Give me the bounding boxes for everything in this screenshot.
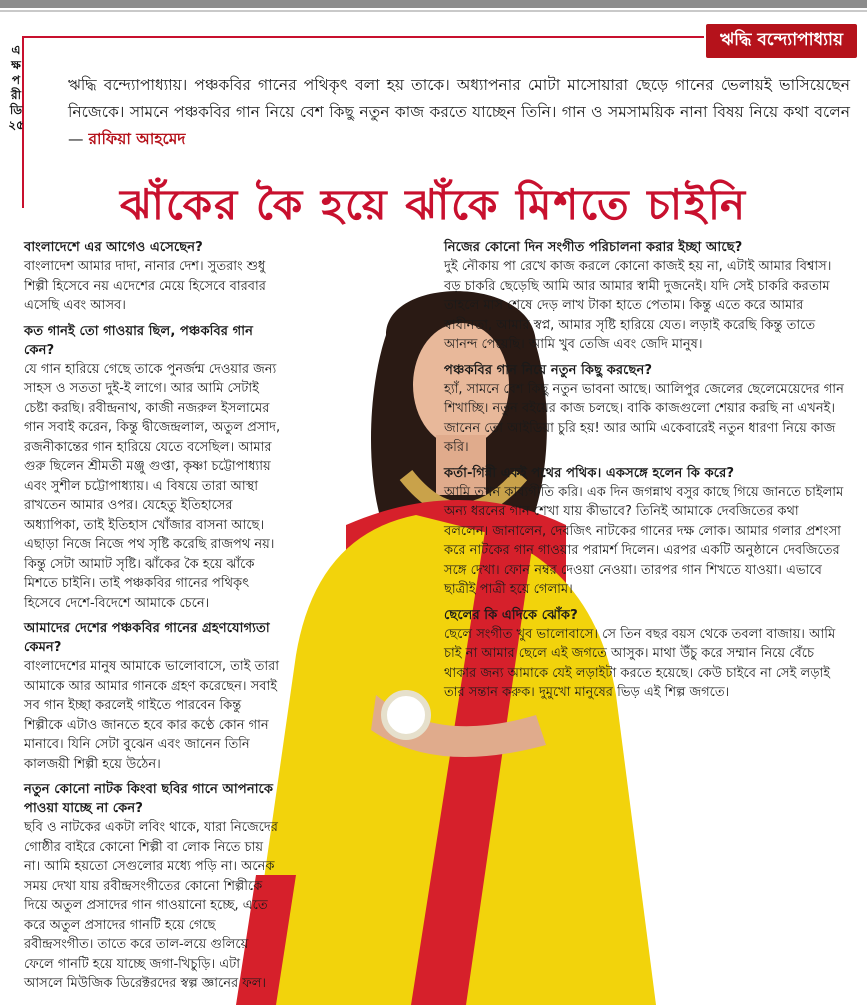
answer-text: আমি তখন কাব্যগীতি করি। এক দিন জগন্নাথ বসুর কাছে গিয়ে জানতে চাইলাম অন্য ধরনের গান শেখা যায় কীভাবে? তিনিই আমাকে দেবজিতের কথা বললেন। জানালেন, দেবজিৎ নাটকের গানের দক্ষ লোক। আমার গলার প্রশংসা করে নাটকের গান গাওয়ার পরামর্শ দিলেন। এরপর একটি অনুষ্ঠানে দেবজিতের সঙ্গে দেখা। ফোন নম্বর দেওয়া নেওয়া। তারপর গান শিখতে যাওয়া। এভাবে ছাত্রীই পাত্রী হয়ে গেলাম।	[444, 484, 844, 597]
byline-text: ঋদ্ধি বন্দ্যোপাধ্যায়	[720, 30, 843, 50]
intro-text: ঋদ্ধি বন্দ্যোপাধ্যায়। পঞ্চকবির গানের পথিকৃৎ বলা হয় তাকে। অধ্যাপনার মোটা মাসোয়ারা ছেড়ে গানের ভেলায়ই ভাসিয়েছেন নিজেকে। সামনে পঞ্চকবির গান নিয়ে বেশ কিছু নতুন কাজ করতে যাচ্ছেন তিনি। গান ও সমসাময়িক নানা বিষয় নিয়ে কথা বলেন—	[68, 76, 850, 148]
question-heading: কত গানই তো গাওয়ার ছিল, পঞ্চকবির গান কেন?	[24, 323, 253, 358]
left-column	[24, 238, 282, 1000]
question-heading: কর্তা-গিন্নী একই পথের পথিক। একসঙ্গে হলেন কি করে?	[444, 465, 735, 481]
question-heading: ছেলের কি এদিকে ঝোঁক?	[444, 607, 578, 623]
side-char: ডি	[9, 103, 23, 117]
answer-text: দুই নৌকায় পা রেখে কাজ করলে কোনো কাজই হয় না, এটাই আমার বিশ্বাস। বড় চাকরি ছেড়েছি আমি আর আমার স্বামী দুজনেই। যদি সেই চাকরি করতাম তাহলে মাস শেষে দেড় লাখ টাকা হাতে পেতাম। কিন্তু এতে করে আমার স্বাধীনতা, আমার স্বপ্ন, আমার সৃষ্টি হারিয়ে যেত। লড়াই করেছি কিন্তু তাতে আনন্দ পেয়েছি। আমি খুব তেজি এবং জেদি মানুষ।	[444, 259, 832, 352]
side-char: এ	[11, 43, 21, 57]
section-label	[5, 44, 27, 132]
question-heading: নতুন কোনো নাটক কিংবা ছবির গানে আপনাকে পাওয়া যাচ্ছে না কেন?	[24, 782, 274, 816]
answer-text: যে গান হারিয়ে গেছে তাকে পুনর্জন্ম দেওয়ার জন্য সাহস ও সততা দুই-ই লাগে। আর আমি সেটাই চেষ্টা করছি। রবীন্দ্রনাথ, কাজী নজরুল ইসলামের গান সবাই করেন, কিন্তু দ্বীজেন্দ্রলাল, অতুল প্রসাদ, রজনীকান্তের গান হারিয়ে যেতে বসেছিল। আমার গুরু ছিলেন শ্রীমতী মঞ্জু গুপ্তা, কৃষ্ণা চট্টোপাধ্যায় এবং সুশীল চট্টোপাধ্যায়। এ বিষয়ে তারা আস্থা রাখতেন আমার ওপর। যেহেতু ইতিহাসের অধ্যাপিকা, তাই ইতিহাস খোঁজার বাসনা আছে। এছাড়া নিজে নিজে পথ সৃষ্টি করেছি রাজপথ নয়। কিন্তু সেটা আমাট সৃষ্টি। ঝাঁকের কৈ হয়ে ঝাঁকে মিশতে চাইনি। তাই পঞ্চকবির গানের পথিকৃৎ হিসেবে দেশে-বিদেশে আমাকে চেনে।	[24, 361, 281, 611]
answer-text: ছেলে সংগীত খুব ভালোবাসে। সে তিন বছর বয়স থেকে তবলা বাজায়। আমি চাই না আমার ছেলে এই জগতে আসুক। মাথা উঁচু করে সম্মান নিয়ে বেঁচে থাকার জন্য আমাকে যেই লড়াইটা করতে হয়েছে। কেউ চাইবে না সেই লড়াই তার সন্তান করুক। দুমুখো মানুষের ভিড় এই শিল্প জগতে।	[444, 626, 836, 700]
question-heading: পঞ্চকবির গান নিয়ে নতুন কিছু করছেন?	[444, 362, 652, 378]
top-thin-rule	[0, 10, 867, 12]
answer-text: হ্যাঁ, সামনে বেশ কিছু নতুন ভাবনা আছে। আলিপুর জেলের ছেলেমেয়েদের গান শিখাচ্ছি। নতুন বইয়ের কাজ চলছে। বাকি কাজগুলো শেয়ার করছি না এখনই। জানেন তো আইডিয়া চুরি হয়! আর আমি একেবারেই নতুন ধারণা নিয়ে কাজ করি।	[444, 381, 844, 455]
side-char: ক্ষ	[11, 58, 21, 72]
question-heading: নিজের কোনো দিন সংগীত পরিচালনা করার ইচ্ছা আছে?	[444, 240, 743, 255]
intro-paragraph	[68, 72, 850, 153]
page-headline: ঝাঁকের কৈ হয়ে ঝাঁকে মিশতে চাইনি	[119, 180, 748, 229]
answer-text: বাংলাদেশের মানুষ আমাকে ভালোবাসে, তাই তারা আমাকে আর আমার গানকে গ্রহণ করেছেন। সবাই সব গান ইচ্ছা করলেই গাইতে পারবেন কিন্তু শিল্পীকে এটাও জানতে হবে কার কণ্ঠে কোন গান মানাবে। যিনি সেটা বুঝেন এবং জানেন তিনি কালজয়ী শিল্পী হয়ে উঠেন।	[24, 659, 280, 772]
intro-author: রাফিয়া আহমেদ	[88, 130, 186, 148]
side-char: প	[11, 73, 21, 87]
question-heading: বাংলাদেশে এর আগেও এসেছেন?	[24, 240, 203, 255]
answer-text: ছবি ও নাটকের একটা লবিং থাকে, যারা নিজেদের গোষ্ঠীর বাইরে কোনো শিল্পী বা লোক নিতে চায় না। আমি হয়তো সেগুলোর মধ্যে পড়ি না। অনেক সময় দেখা যায় রবীন্দ্রসংগীতের কোনো শিল্পীকে দিয়ে অতুল প্রসাদের গান গাওয়ানো হচ্ছে, এতে করে অতুল প্রসাদের গানটি হয়ে গেছে রবীন্দ্রসংগীত। তাতে করে তাল-লয়ে গুলিয়ে ফেলে গানটি হয়ে যাচ্ছে জগা-খিচুড়ি। এটা আসলে মিউজিক ডিরেক্টরদের স্বল্প জ্ঞানের ফল।	[24, 820, 278, 991]
bracelet-shape	[384, 693, 428, 737]
side-char: রী	[10, 88, 22, 102]
question-heading: আমাদের দেশের পঞ্চকবির গানের গ্রহণযোগ্যতা কেমন?	[24, 621, 270, 655]
side-char: ২৫	[8, 118, 24, 132]
top-rule	[0, 0, 867, 8]
right-column	[444, 238, 844, 709]
byline-badge	[706, 24, 857, 58]
answer-text: বাংলাদেশ আমার দাদা, নানার দেশ। সুতরাং শুধু শিল্পী হিসেবে নয় এদেশের মেয়ে হিসেবে বারবার এসেছি এবং আসব।	[24, 259, 266, 313]
